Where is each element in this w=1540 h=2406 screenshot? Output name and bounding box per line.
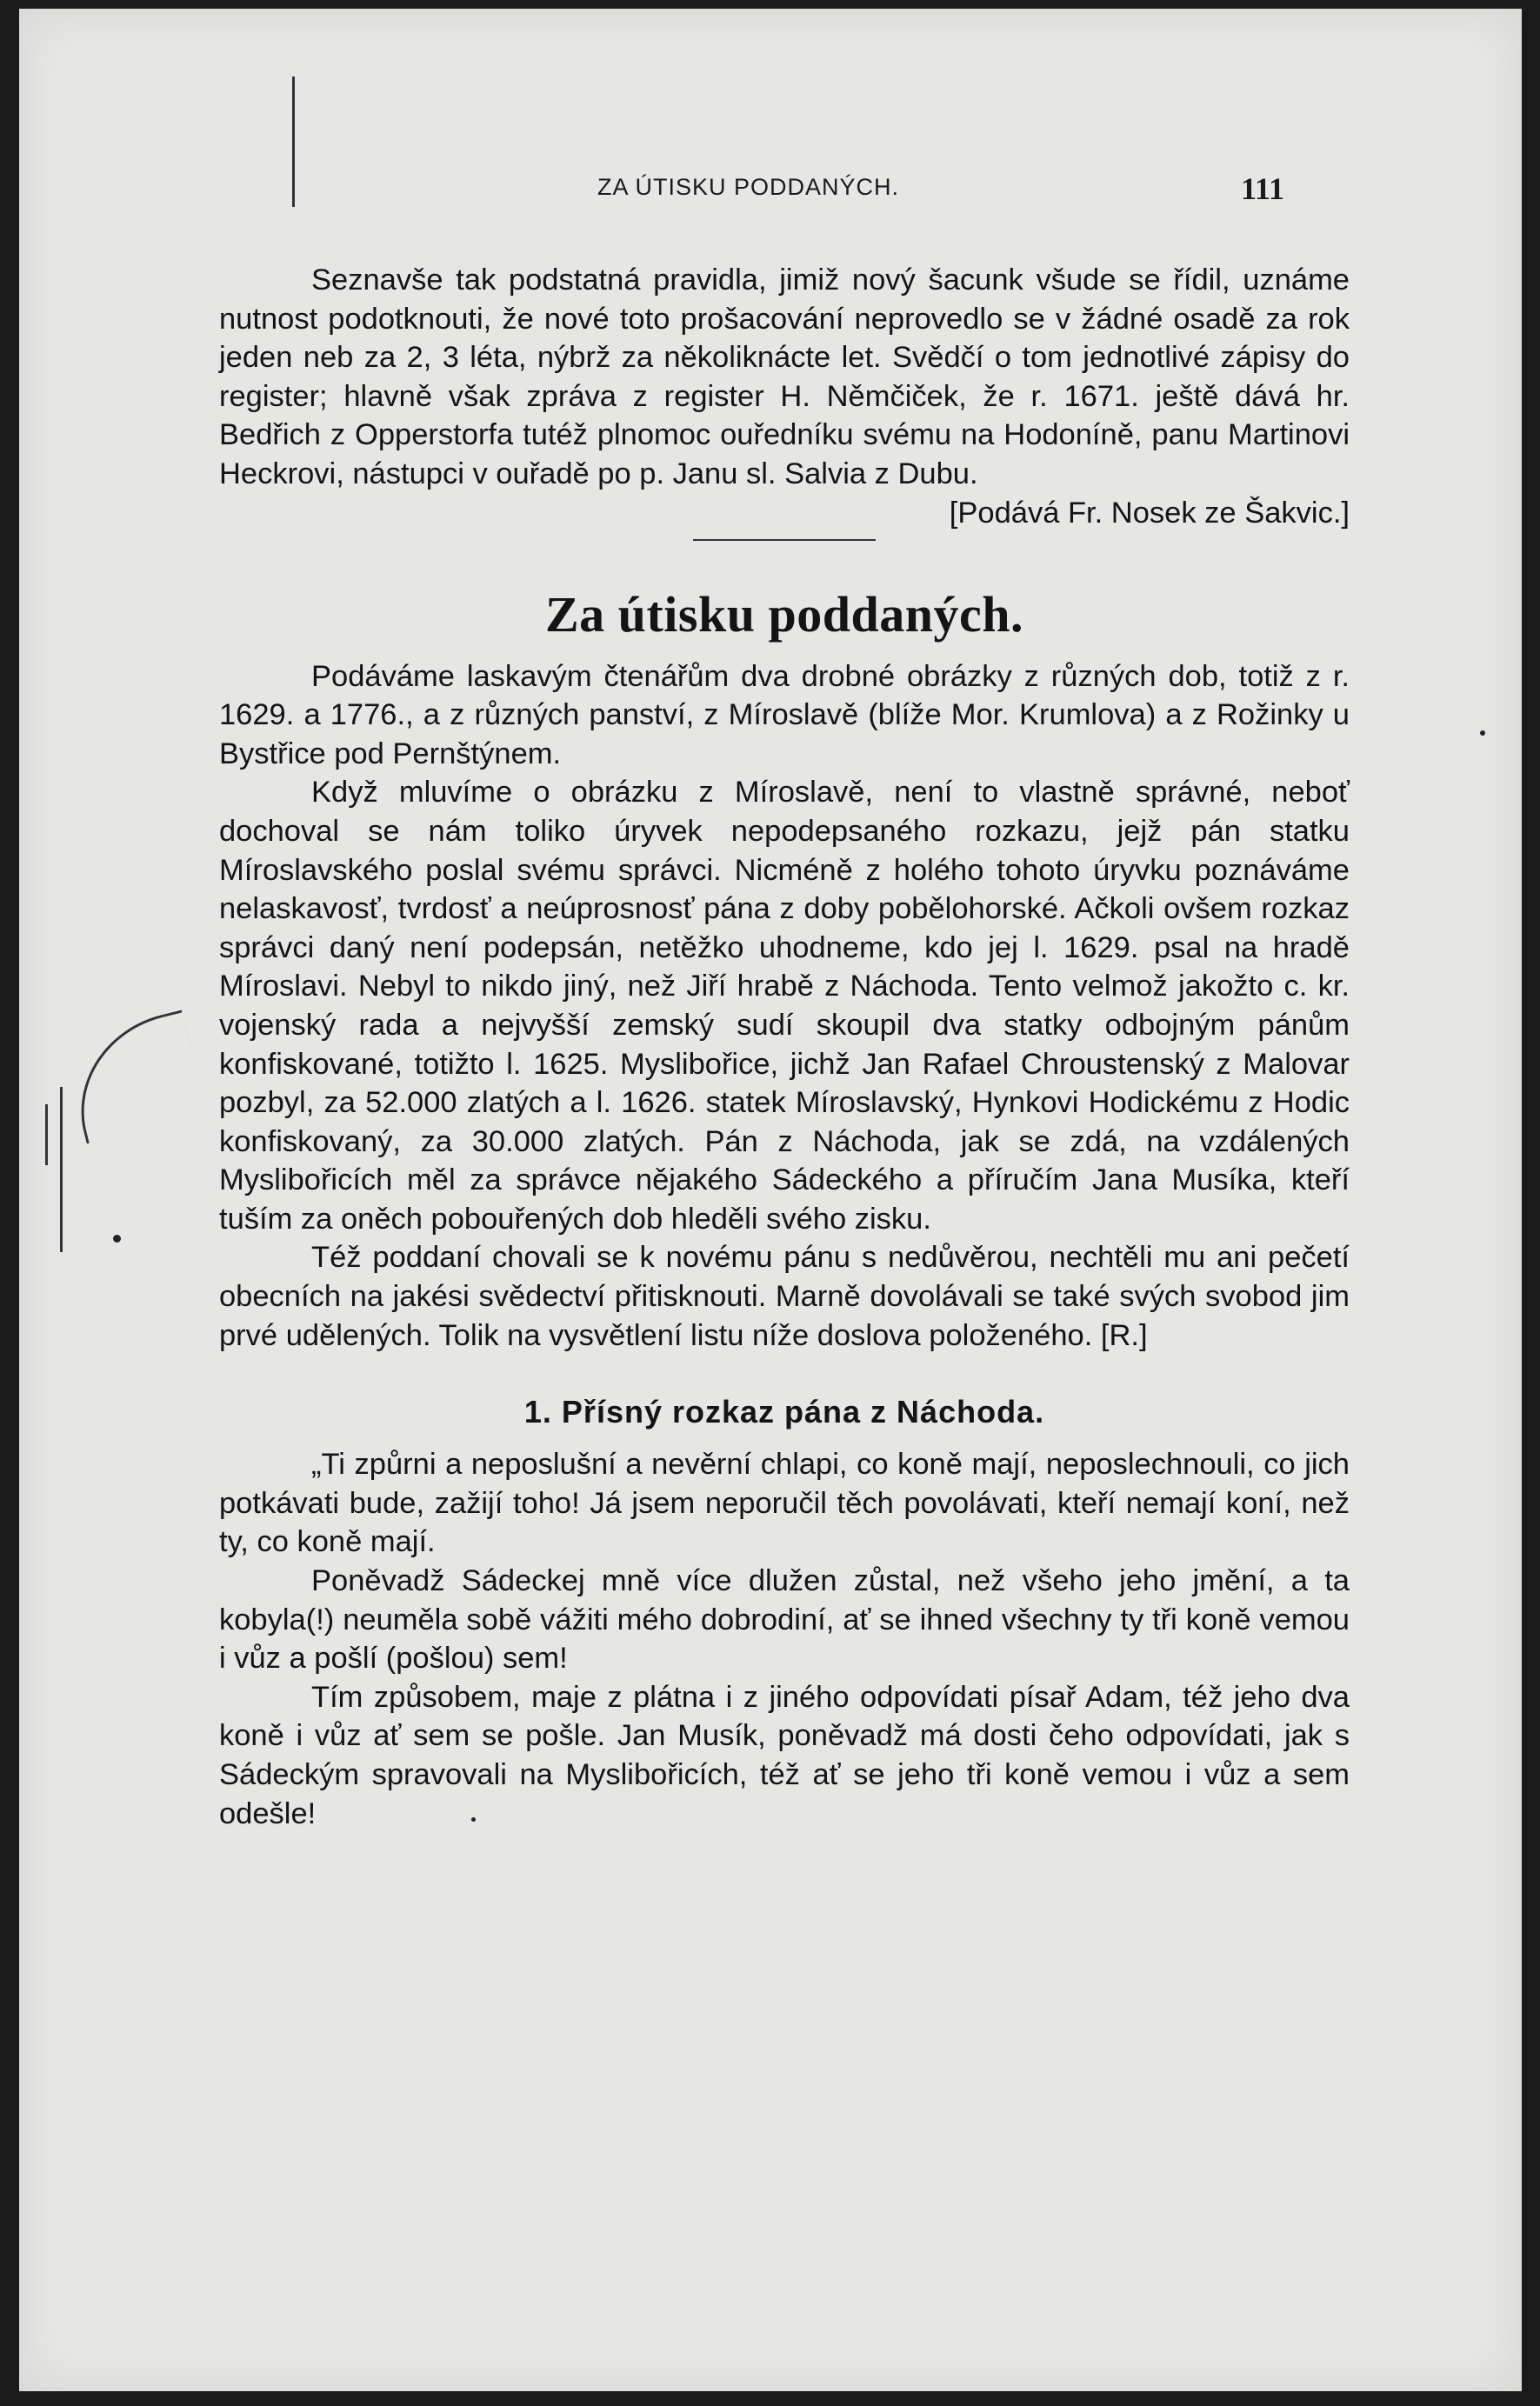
article-paragraph: Podáváme laskavým čtenářům dva drobné obrázky z různých dob, totiž z r. 1629. a 1776., a z různých panství, z Míroslavě (blíže Mor. Krumlova) a z Rožinky u Bystřice pod Pernštýnem.	[219, 659, 1350, 770]
page-header	[19, 171, 1522, 209]
letter-paragraph: Tím způsobem, maje z plátna i z jiného odpovídati písař Adam, též jeho dva koně i vůz ať sem se pošle. Jan Musík, poněvadž má dosti čeho odpovídati, jak s Sádeckým spravovali na Myslibořicích, též ať se jeho tři koně vemou i vůz a sem odešle!	[219, 1680, 1350, 1830]
letter-paragraph: „Ti způrni a neposlušní a nevěrní chlapi, co koně mají, neposlechnouli, co jich potkávati bude, zažijí toho! Já jsem neporučil těch povolávati, kteří nemají koní, než ty, co koně mají.	[219, 1448, 1350, 1559]
running-head: ZA ÚTISKU PODDANÝCH.	[597, 174, 900, 200]
margin-pencil-curve	[61, 1010, 208, 1143]
article-paragraph: Též poddaní chovali se k novému pánu s nedůvěrou, nechtěli mu ani pečetí obecních na jakési svědectví přitisknouti. Marně dovolávali se také svých svobod jim prvé udělených. Tolik na vysvětlení listu níže doslova položeného. [R.]	[219, 1241, 1350, 1352]
section-title: 1. Přísný rozkaz pána z Náchoda.	[523, 1394, 1045, 1430]
letter-paragraph: Poněvadž Sádeckej mně více dlužen zůstal, než všeho jeho jmění, a ta kobyla(!) neuměla sobě vážiti mého dobrodiní, ať se ihned všechny ty tři koně vemou i vůz a pošlí (pošlou) sem!	[219, 1564, 1350, 1676]
page-content	[219, 261, 1350, 1833]
margin-pencil-line	[60, 1087, 63, 1252]
ink-speck	[113, 1235, 121, 1243]
article-title: Za útisku poddaných.	[545, 585, 1023, 643]
section-separator	[693, 539, 876, 541]
margin-pencil-line	[45, 1104, 48, 1165]
ink-speck	[1480, 730, 1485, 736]
previous-article-text: Seznavše tak podstatná pravidla, jimiž nový šacunk všude se řídil, uznáme nutnost podotknouti, že nové toto prošacování neprovedlo se v žádné osadě za rok jeden neb za 2, 3 léta, nýbrž za několiknácte let. Svědčí o tom jednotlivé zápisy do register; hlavně však zpráva z register H. Němčiček, že r. 1671. ještě dává hr. Bedřich z Opperstorfa tutéž plnomoc ouředníku svému na Hodoníně, panu Martinovi Heckrovi, nástupci v ouřadě po p. Janu sl. Salvia z Dubu.	[219, 263, 1350, 490]
page-number: 111	[1241, 171, 1285, 206]
previous-article-paragraph	[219, 261, 1350, 530]
article-paragraph: Když mluvíme o obrázku z Míroslavě, není to vlastně správné, neboť dochoval se nám toliko úryvek nepodepsaného rozkazu, jejž pán statku Míroslavského poslal svému správci. Nicméně z holého tohoto úryvku poznáváme nelaskavosť, tvrdosť a neúprosnosť pána z doby pobělohorské. Ačkoli ovšem rozkaz správci daný není podepsán, netěžko uhodneme, kdo jej l. 1629. psal na hradě Míroslavi. Nebyl to nikdo jiný, než Jiří hrabě z Náchoda. Tento velmož jakožto c. kr. vojenský rada a nejvyšší zemský sudí skoupil dva statky odbojným pánům konfiskované, totižto l. 1625. Myslibořice, jichž Jan Rafael Chroustenský z Malovar pozbyl, za 52.000 zlatých a l. 1626. statek Míroslavský, Hynkovi Hodickému z Hodic konfiskovaný, za 30.000 zlatých. Pán z Náchoda, jak se zdá, na vzdálených Myslibořicích měl za správce nějakého Sádeckého a příručím Jana Musíka, kteří tuším za oněch pobouřených dob hleděli svého zisku.	[219, 776, 1350, 1236]
author-credit: [Podává Fr. Nosek ze Šakvic.]	[949, 496, 1350, 530]
scanned-page	[19, 9, 1522, 2391]
